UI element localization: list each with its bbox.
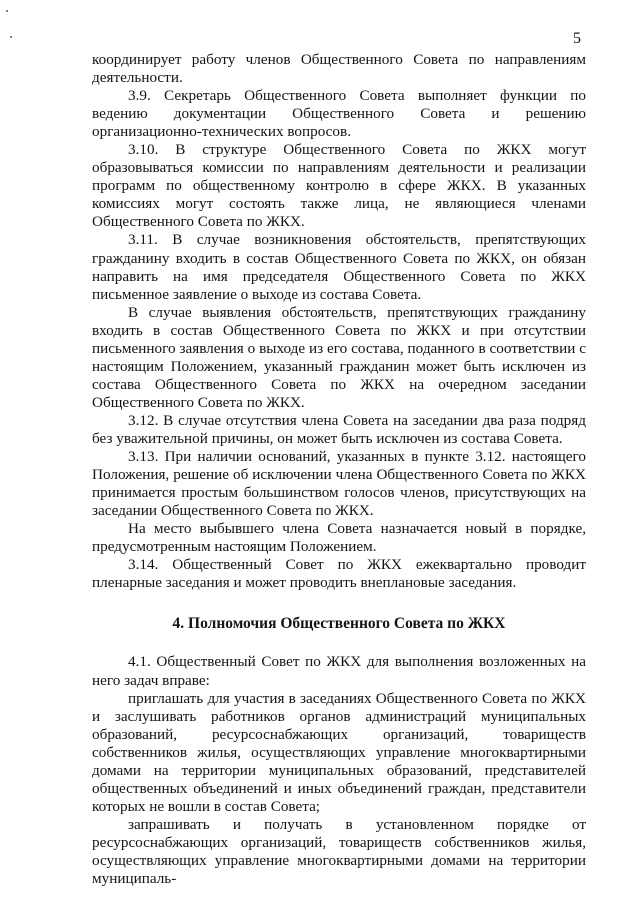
section-heading: 4. Полномочия Общественного Совета по ЖКХ [172, 615, 506, 633]
clause-4-1: 4.1. Общественный Совет по ЖКХ для выполнения возложенных на него задач вправе: [92, 653, 586, 689]
document-body [92, 51, 586, 888]
paragraph-continuation: координирует работу членов Общественного Совета по направлениям деятельности. [92, 51, 586, 87]
clause-3-13-continued: На место выбывшего члена Совета назначается новый в порядке, предусмотренным настоящим Положением. [92, 520, 586, 556]
page-number: 5 [573, 30, 581, 47]
clause-3-11: 3.11. В случае возникновения обстоятельств, препятствующих гражданину входить в состав Общественного Совета по ЖКХ, он обязан направить на имя председателя Общественного Совета по ЖКХ письменное заявление о выходе из состава Совета. [92, 231, 586, 303]
clause-3-12: 3.12. В случае отсутствия члена Совета на заседании два раза подряд без уважительной причины, он может быть исключен из состава Совета. [92, 411, 586, 447]
clause-3-9: 3.9. Секретарь Общественного Совета выполняет функции по ведению документации Общественного Совета и решению организационно-технических вопросов. [92, 87, 586, 141]
clause-4-1-item-invite: приглашать для участия в заседаниях Общественного Совета по ЖКХ и заслушивать работников органов администраций муниципальных образований, ресурсоснабжающих организаций, товариществ собственников жилья, осуществляющих управление многоквартирными домами на территории муниципальных образований, представителей общественных объединений и иных объединений граждан, представители которых не вошли в состав Совета; [92, 689, 586, 815]
clause-3-11-continued: В случае выявления обстоятельств, препятствующих гражданину входить в состав Общественного Совета по ЖКХ и при отсутствии письменного заявления о выходе из его состава, поданного в соответствии с настоящим Положением, указанный гражданин может быть исключен из состава Общественного Совета по ЖКХ на очередном заседании Общественного Совета по ЖКХ. [92, 303, 586, 411]
clause-4-1-item-request: запрашивать и получать в установленном порядке от ресурсоснабжающих организаций, товариществ собственников жилья, осуществляющих управление многоквартирными домами на территории муниципаль- [92, 815, 586, 888]
scan-speck [6, 10, 8, 12]
scan-speck [10, 36, 12, 38]
clause-3-14: 3.14. Общественный Совет по ЖКХ ежеквартально проводит пленарные заседания и может проводить внеплановые заседания. [92, 556, 586, 592]
clause-3-13: 3.13. При наличии оснований, указанных в пункте 3.12. настоящего Положения, решение об исключении члена Общественного Совета по ЖКХ принимается простым большинством голосов членов, присутствующих на заседании Общественного Совета по ЖКХ. [92, 448, 586, 520]
clause-3-10: 3.10. В структуре Общественного Совета по ЖКХ могут образовываться комиссии по направлениям деятельности и реализации программ по общественному контролю в сфере ЖКХ. В указанных комиссиях могут состоять также лица, не являющиеся членами Общественного Совета по ЖКХ. [92, 141, 586, 231]
